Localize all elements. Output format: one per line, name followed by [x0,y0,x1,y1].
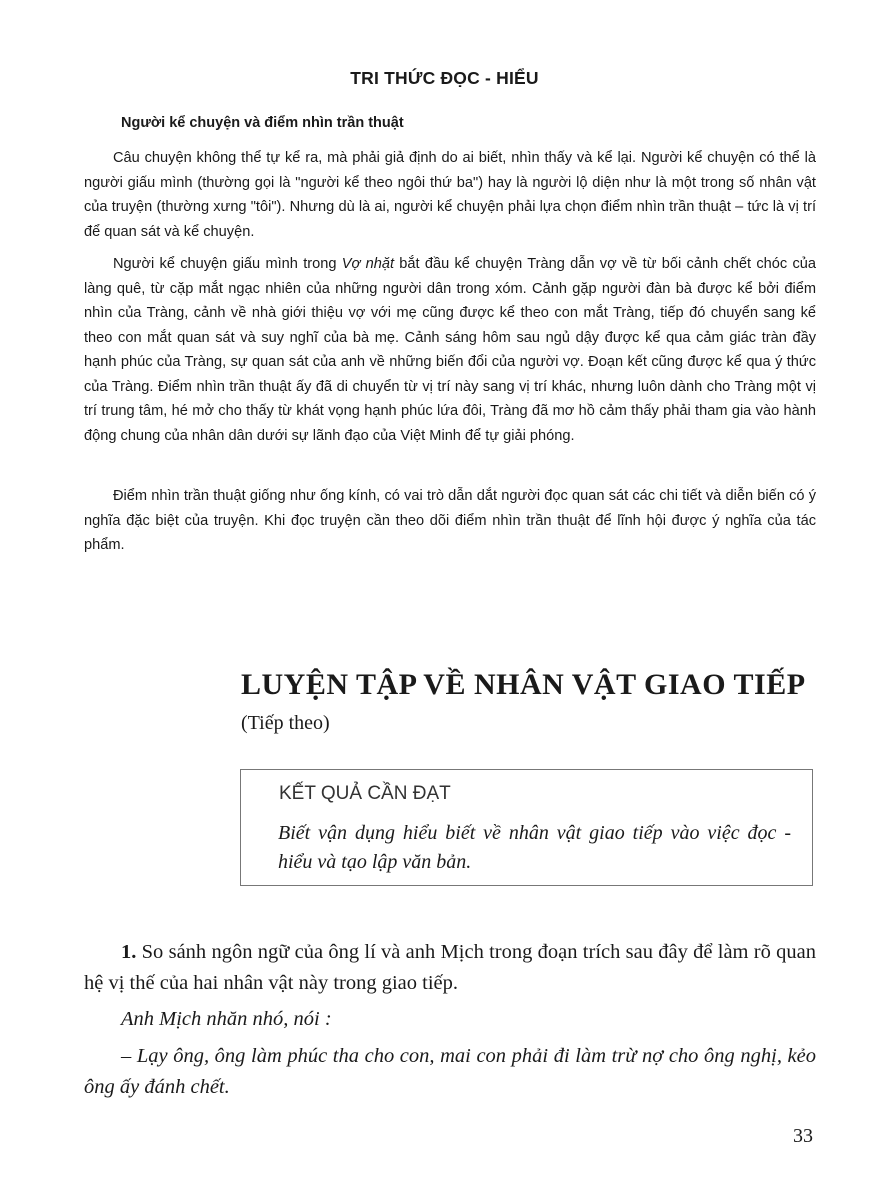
learning-outcome-box [240,769,813,886]
work-title-vo-nhat: Vợ nhặt [341,256,394,272]
page-number: 33 [793,1125,813,1147]
section-title-reading-knowledge: TRI THỨC ĐỌC - HIỂU [350,68,539,88]
paragraph-text-after: bắt đầu kể chuyện Tràng dẫn vợ về từ bối cảnh chết chóc của làng quê, từ cặp mắt ngạc nhiên của những người dân trong xóm. Cảnh gặp người đàn bà được kể bởi điểm nhìn của Tràng, cảnh về nhà giới thiệu vợ với mẹ cũng được kể theo con mắt Tràng, tiếp đó chuyển sang kể theo con mắt quan sát và suy nghĩ của bà mẹ. Cảnh sáng hôm sau ngủ dậy được kể qua cảm giác tràn đầy hạnh phúc của Tràng, sự quan sát của anh về những biến đổi của người vợ. Đoạn kết cũng được kể qua ý thức của Tràng. Điểm nhìn trần thuật ấy đã di chuyển từ vị trí này sang vị trí khác, nhưng luôn dành cho Tràng một vị trí trung tâm, hé mở cho thấy từ khát vọng hạnh phúc lứa đôi, Tràng đã mơ hồ cảm thấy phải tham gia vào hành động chung của nhân dân dưới sự lãnh đạo của Việt Minh để tự giải phóng. [84,256,816,444]
paragraph-text-before: Người kể chuyện giấu mình trong [113,256,342,272]
exercise-number: 1. [121,941,137,963]
quote-intro: Anh Mịch nhăn nhó, nói : [121,1008,332,1030]
subheading-narrator-point-of-view: Người kể chuyện và điểm nhìn trần thuật [121,115,404,131]
lesson-title: LUYỆN TẬP VỀ NHÂN VẬT GIAO TIẾP [241,668,806,701]
exercise-prompt-text: So sánh ngôn ngữ của ông lí và anh Mịch trong đoạn trích sau đây để làm rõ quan hệ vị thế của hai nhân vật này trong giao tiếp. [84,941,816,994]
paragraph-vo-nhat-example [84,252,816,448]
quote-text: – Lạy ông, ông làm phúc tha cho con, mai con phải đi làm trừ nợ cho ông nghị, kẻo ông ấy đánh chết. [84,1045,816,1098]
learning-outcome-heading: KẾT QUẢ CẦN ĐẠT [279,783,451,804]
paragraph-point-of-view-role: Điểm nhìn trần thuật giống như ống kính, có vai trò dẫn dắt người đọc quan sát các chi tiết và diễn biến có ý nghĩa đặc biệt của truyện. Khi đọc truyện cần theo dõi điểm nhìn trần thuật để lĩnh hội được ý nghĩa của tác phẩm. [84,488,816,553]
learning-outcome-text: Biết vận dụng hiểu biết về nhân vật giao tiếp vào việc đọc - hiểu và tạo lập văn bản. [278,822,791,873]
exercise-1-prompt [84,937,816,999]
paragraph-narrator-definition: Câu chuyện không thể tự kể ra, mà phải giả định do ai biết, nhìn thấy và kể lại. Người kể chuyện có thể là người giấu mình (thường gọi là "người kể theo ngôi thứ ba") hay là người lộ diện như là một trong số nhân vật của truyện (thường xưng "tôi"). Nhưng dù là ai, người kể chuyện phải lựa chọn điểm nhìn trần thuật – tức là vị trí để quan sát và kể chuyện. [84,150,816,240]
lesson-subtitle: (Tiếp theo) [241,712,330,734]
